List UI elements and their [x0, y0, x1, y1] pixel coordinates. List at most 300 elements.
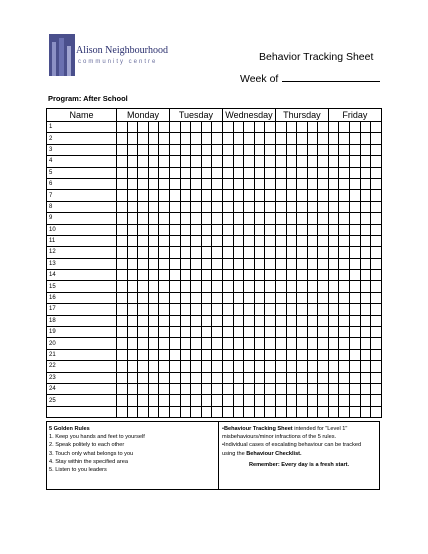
tracking-cell[interactable]	[191, 270, 202, 281]
tracking-cell[interactable]	[254, 133, 265, 144]
tracking-cell[interactable]	[275, 156, 286, 167]
tracking-cell[interactable]	[233, 201, 244, 212]
tracking-cell[interactable]	[350, 258, 361, 269]
tracking-cell[interactable]	[254, 304, 265, 315]
tracking-cell[interactable]	[339, 349, 350, 360]
tracking-cell[interactable]	[328, 361, 339, 372]
tracking-cell[interactable]	[148, 156, 159, 167]
tracking-cell[interactable]	[117, 213, 128, 224]
tracking-cell[interactable]	[191, 144, 202, 155]
tracking-cell[interactable]	[127, 247, 138, 258]
tracking-cell[interactable]	[318, 372, 329, 383]
tracking-cell[interactable]	[371, 133, 382, 144]
tracking-cell[interactable]	[360, 327, 371, 338]
tracking-cell[interactable]	[275, 224, 286, 235]
tracking-cell[interactable]	[286, 133, 297, 144]
tracking-cell[interactable]	[127, 156, 138, 167]
tracking-cell[interactable]	[212, 190, 223, 201]
tracking-cell[interactable]	[328, 292, 339, 303]
tracking-cell[interactable]	[244, 122, 255, 133]
tracking-cell[interactable]	[318, 178, 329, 189]
tracking-cell[interactable]	[233, 361, 244, 372]
tracking-cell[interactable]	[318, 270, 329, 281]
tracking-cell[interactable]	[297, 133, 308, 144]
tracking-cell[interactable]	[148, 361, 159, 372]
tracking-cell[interactable]	[201, 292, 212, 303]
tracking-cell[interactable]	[371, 178, 382, 189]
tracking-cell[interactable]	[275, 122, 286, 133]
tracking-cell[interactable]	[265, 338, 276, 349]
tracking-cell[interactable]	[212, 338, 223, 349]
tracking-cell[interactable]	[117, 247, 128, 258]
tracking-cell[interactable]	[328, 133, 339, 144]
tracking-cell[interactable]	[169, 395, 180, 406]
tracking-cell[interactable]	[180, 338, 191, 349]
tracking-cell[interactable]	[350, 270, 361, 281]
tracking-cell[interactable]	[201, 122, 212, 133]
tracking-cell[interactable]	[275, 315, 286, 326]
tracking-cell[interactable]	[127, 270, 138, 281]
tracking-cell[interactable]	[265, 213, 276, 224]
tracking-cell[interactable]	[127, 338, 138, 349]
tracking-cell[interactable]	[159, 304, 170, 315]
tracking-cell[interactable]	[360, 315, 371, 326]
tracking-cell[interactable]	[339, 122, 350, 133]
tracking-cell[interactable]	[159, 315, 170, 326]
tracking-cell[interactable]	[297, 406, 308, 417]
row-number[interactable]: 17	[47, 304, 117, 315]
tracking-cell[interactable]	[286, 167, 297, 178]
tracking-cell[interactable]	[307, 213, 318, 224]
tracking-cell[interactable]	[286, 258, 297, 269]
tracking-cell[interactable]	[212, 270, 223, 281]
tracking-cell[interactable]	[318, 201, 329, 212]
tracking-cell[interactable]	[244, 190, 255, 201]
tracking-cell[interactable]	[169, 122, 180, 133]
tracking-cell[interactable]	[180, 224, 191, 235]
tracking-cell[interactable]	[286, 270, 297, 281]
tracking-cell[interactable]	[307, 315, 318, 326]
tracking-cell[interactable]	[371, 167, 382, 178]
tracking-cell[interactable]	[127, 167, 138, 178]
tracking-cell[interactable]	[222, 349, 233, 360]
tracking-cell[interactable]	[169, 178, 180, 189]
tracking-cell[interactable]	[265, 281, 276, 292]
tracking-cell[interactable]	[318, 144, 329, 155]
tracking-cell[interactable]	[254, 338, 265, 349]
tracking-cell[interactable]	[191, 247, 202, 258]
tracking-cell[interactable]	[339, 167, 350, 178]
tracking-cell[interactable]	[233, 144, 244, 155]
tracking-cell[interactable]	[180, 201, 191, 212]
tracking-cell[interactable]	[360, 406, 371, 417]
tracking-cell[interactable]	[138, 201, 149, 212]
tracking-cell[interactable]	[371, 122, 382, 133]
tracking-cell[interactable]	[138, 304, 149, 315]
tracking-cell[interactable]	[148, 315, 159, 326]
tracking-cell[interactable]	[233, 338, 244, 349]
tracking-cell[interactable]	[265, 122, 276, 133]
tracking-cell[interactable]	[254, 190, 265, 201]
tracking-cell[interactable]	[307, 144, 318, 155]
tracking-cell[interactable]	[244, 247, 255, 258]
tracking-cell[interactable]	[180, 122, 191, 133]
tracking-cell[interactable]	[222, 133, 233, 144]
tracking-cell[interactable]	[254, 144, 265, 155]
tracking-cell[interactable]	[117, 406, 128, 417]
row-number[interactable]: 16	[47, 292, 117, 303]
tracking-cell[interactable]	[191, 167, 202, 178]
tracking-cell[interactable]	[265, 327, 276, 338]
tracking-cell[interactable]	[275, 327, 286, 338]
tracking-cell[interactable]	[201, 304, 212, 315]
tracking-cell[interactable]	[265, 144, 276, 155]
tracking-cell[interactable]	[265, 258, 276, 269]
tracking-cell[interactable]	[307, 167, 318, 178]
tracking-cell[interactable]	[180, 406, 191, 417]
tracking-cell[interactable]	[117, 315, 128, 326]
tracking-cell[interactable]	[254, 395, 265, 406]
tracking-cell[interactable]	[117, 144, 128, 155]
tracking-cell[interactable]	[371, 235, 382, 246]
tracking-cell[interactable]	[286, 213, 297, 224]
tracking-cell[interactable]	[371, 247, 382, 258]
tracking-cell[interactable]	[117, 190, 128, 201]
tracking-cell[interactable]	[169, 361, 180, 372]
tracking-cell[interactable]	[286, 383, 297, 394]
tracking-cell[interactable]	[244, 224, 255, 235]
row-number[interactable]: 1	[47, 122, 117, 133]
tracking-cell[interactable]	[212, 258, 223, 269]
tracking-cell[interactable]	[275, 178, 286, 189]
row-number[interactable]: 13	[47, 258, 117, 269]
tracking-cell[interactable]	[148, 327, 159, 338]
tracking-cell[interactable]	[180, 327, 191, 338]
tracking-cell[interactable]	[297, 349, 308, 360]
tracking-cell[interactable]	[254, 201, 265, 212]
tracking-cell[interactable]	[297, 338, 308, 349]
tracking-cell[interactable]	[244, 338, 255, 349]
tracking-cell[interactable]	[222, 144, 233, 155]
tracking-cell[interactable]	[117, 304, 128, 315]
tracking-cell[interactable]	[148, 190, 159, 201]
tracking-cell[interactable]	[138, 247, 149, 258]
tracking-cell[interactable]	[191, 224, 202, 235]
row-number[interactable]: 24	[47, 383, 117, 394]
tracking-cell[interactable]	[233, 178, 244, 189]
tracking-cell[interactable]	[286, 224, 297, 235]
tracking-cell[interactable]	[169, 167, 180, 178]
tracking-cell[interactable]	[297, 201, 308, 212]
tracking-cell[interactable]	[318, 224, 329, 235]
tracking-cell[interactable]	[159, 338, 170, 349]
tracking-cell[interactable]	[328, 235, 339, 246]
tracking-cell[interactable]	[371, 224, 382, 235]
tracking-cell[interactable]	[307, 406, 318, 417]
tracking-cell[interactable]	[233, 304, 244, 315]
tracking-cell[interactable]	[222, 361, 233, 372]
tracking-cell[interactable]	[307, 156, 318, 167]
tracking-cell[interactable]	[275, 247, 286, 258]
tracking-cell[interactable]	[138, 338, 149, 349]
tracking-cell[interactable]	[371, 406, 382, 417]
tracking-cell[interactable]	[265, 190, 276, 201]
tracking-cell[interactable]	[360, 190, 371, 201]
tracking-cell[interactable]	[350, 178, 361, 189]
tracking-cell[interactable]	[201, 281, 212, 292]
tracking-cell[interactable]	[212, 349, 223, 360]
tracking-cell[interactable]	[180, 304, 191, 315]
tracking-cell[interactable]	[222, 372, 233, 383]
tracking-cell[interactable]	[244, 361, 255, 372]
tracking-cell[interactable]	[307, 327, 318, 338]
row-number[interactable]: 14	[47, 270, 117, 281]
tracking-cell[interactable]	[339, 406, 350, 417]
tracking-cell[interactable]	[138, 258, 149, 269]
tracking-cell[interactable]	[371, 281, 382, 292]
tracking-cell[interactable]	[180, 281, 191, 292]
tracking-cell[interactable]	[159, 190, 170, 201]
tracking-cell[interactable]	[307, 122, 318, 133]
tracking-cell[interactable]	[201, 156, 212, 167]
tracking-cell[interactable]	[212, 315, 223, 326]
tracking-cell[interactable]	[201, 235, 212, 246]
tracking-cell[interactable]	[127, 395, 138, 406]
tracking-cell[interactable]	[191, 372, 202, 383]
tracking-cell[interactable]	[307, 349, 318, 360]
tracking-cell[interactable]	[169, 213, 180, 224]
tracking-cell[interactable]	[191, 122, 202, 133]
tracking-cell[interactable]	[191, 213, 202, 224]
row-number[interactable]: 9	[47, 213, 117, 224]
tracking-cell[interactable]	[360, 372, 371, 383]
tracking-cell[interactable]	[254, 315, 265, 326]
tracking-cell[interactable]	[180, 247, 191, 258]
tracking-cell[interactable]	[360, 258, 371, 269]
tracking-cell[interactable]	[138, 383, 149, 394]
tracking-cell[interactable]	[201, 383, 212, 394]
tracking-cell[interactable]	[148, 372, 159, 383]
tracking-cell[interactable]	[286, 178, 297, 189]
tracking-cell[interactable]	[233, 315, 244, 326]
tracking-cell[interactable]	[371, 292, 382, 303]
tracking-cell[interactable]	[318, 258, 329, 269]
tracking-cell[interactable]	[138, 372, 149, 383]
tracking-cell[interactable]	[254, 372, 265, 383]
tracking-cell[interactable]	[233, 213, 244, 224]
tracking-cell[interactable]	[286, 247, 297, 258]
row-number[interactable]: 8	[47, 201, 117, 212]
tracking-cell[interactable]	[117, 167, 128, 178]
tracking-cell[interactable]	[265, 247, 276, 258]
tracking-cell[interactable]	[148, 383, 159, 394]
tracking-cell[interactable]	[254, 406, 265, 417]
tracking-cell[interactable]	[318, 292, 329, 303]
tracking-cell[interactable]	[297, 383, 308, 394]
tracking-cell[interactable]	[159, 383, 170, 394]
tracking-cell[interactable]	[339, 144, 350, 155]
tracking-cell[interactable]	[148, 258, 159, 269]
tracking-cell[interactable]	[148, 213, 159, 224]
tracking-cell[interactable]	[222, 213, 233, 224]
tracking-cell[interactable]	[169, 349, 180, 360]
tracking-cell[interactable]	[360, 281, 371, 292]
tracking-cell[interactable]	[371, 201, 382, 212]
tracking-cell[interactable]	[339, 224, 350, 235]
tracking-cell[interactable]	[138, 395, 149, 406]
tracking-cell[interactable]	[222, 258, 233, 269]
tracking-cell[interactable]	[254, 247, 265, 258]
tracking-cell[interactable]	[233, 224, 244, 235]
row-number[interactable]: 5	[47, 167, 117, 178]
tracking-cell[interactable]	[201, 372, 212, 383]
tracking-cell[interactable]	[339, 201, 350, 212]
tracking-cell[interactable]	[297, 247, 308, 258]
tracking-cell[interactable]	[191, 383, 202, 394]
tracking-cell[interactable]	[191, 133, 202, 144]
tracking-cell[interactable]	[371, 383, 382, 394]
row-number[interactable]: 25	[47, 395, 117, 406]
tracking-cell[interactable]	[159, 372, 170, 383]
tracking-cell[interactable]	[233, 270, 244, 281]
tracking-cell[interactable]	[244, 156, 255, 167]
tracking-cell[interactable]	[265, 304, 276, 315]
tracking-cell[interactable]	[169, 190, 180, 201]
tracking-cell[interactable]	[350, 281, 361, 292]
tracking-cell[interactable]	[265, 235, 276, 246]
tracking-cell[interactable]	[138, 133, 149, 144]
tracking-cell[interactable]	[254, 383, 265, 394]
tracking-cell[interactable]	[244, 349, 255, 360]
tracking-cell[interactable]	[371, 156, 382, 167]
tracking-cell[interactable]	[180, 213, 191, 224]
tracking-cell[interactable]	[328, 122, 339, 133]
tracking-cell[interactable]	[286, 235, 297, 246]
tracking-cell[interactable]	[339, 190, 350, 201]
tracking-cell[interactable]	[127, 144, 138, 155]
tracking-cell[interactable]	[180, 372, 191, 383]
tracking-cell[interactable]	[191, 190, 202, 201]
tracking-cell[interactable]	[244, 144, 255, 155]
tracking-cell[interactable]	[191, 361, 202, 372]
tracking-cell[interactable]	[222, 156, 233, 167]
tracking-cell[interactable]	[371, 361, 382, 372]
tracking-cell[interactable]	[201, 201, 212, 212]
tracking-cell[interactable]	[159, 167, 170, 178]
tracking-cell[interactable]	[275, 372, 286, 383]
tracking-cell[interactable]	[307, 383, 318, 394]
tracking-cell[interactable]	[328, 383, 339, 394]
tracking-cell[interactable]	[265, 361, 276, 372]
tracking-cell[interactable]	[275, 190, 286, 201]
tracking-cell[interactable]	[212, 304, 223, 315]
tracking-cell[interactable]	[350, 292, 361, 303]
tracking-cell[interactable]	[350, 167, 361, 178]
tracking-cell[interactable]	[191, 178, 202, 189]
tracking-cell[interactable]	[222, 281, 233, 292]
tracking-cell[interactable]	[201, 133, 212, 144]
tracking-cell[interactable]	[127, 349, 138, 360]
tracking-cell[interactable]	[265, 133, 276, 144]
row-number[interactable]: 3	[47, 144, 117, 155]
tracking-cell[interactable]	[212, 201, 223, 212]
tracking-cell[interactable]	[201, 224, 212, 235]
tracking-cell[interactable]	[307, 281, 318, 292]
tracking-cell[interactable]	[318, 235, 329, 246]
tracking-cell[interactable]	[138, 144, 149, 155]
tracking-cell[interactable]	[201, 258, 212, 269]
row-number[interactable]: 22	[47, 361, 117, 372]
tracking-cell[interactable]	[339, 270, 350, 281]
tracking-cell[interactable]	[339, 372, 350, 383]
tracking-cell[interactable]	[222, 406, 233, 417]
tracking-cell[interactable]	[117, 338, 128, 349]
tracking-cell[interactable]	[127, 372, 138, 383]
tracking-cell[interactable]	[169, 224, 180, 235]
tracking-cell[interactable]	[360, 144, 371, 155]
tracking-cell[interactable]	[275, 270, 286, 281]
tracking-cell[interactable]	[244, 395, 255, 406]
tracking-cell[interactable]	[339, 315, 350, 326]
tracking-cell[interactable]	[244, 406, 255, 417]
tracking-cell[interactable]	[233, 372, 244, 383]
tracking-cell[interactable]	[117, 156, 128, 167]
tracking-cell[interactable]	[297, 224, 308, 235]
row-number[interactable]: 23	[47, 372, 117, 383]
tracking-cell[interactable]	[201, 167, 212, 178]
tracking-cell[interactable]	[286, 292, 297, 303]
tracking-cell[interactable]	[297, 281, 308, 292]
tracking-cell[interactable]	[169, 304, 180, 315]
row-number[interactable]: 10	[47, 224, 117, 235]
tracking-cell[interactable]	[212, 144, 223, 155]
tracking-cell[interactable]	[169, 270, 180, 281]
tracking-cell[interactable]	[360, 361, 371, 372]
tracking-cell[interactable]	[275, 395, 286, 406]
row-number[interactable]: 19	[47, 327, 117, 338]
tracking-cell[interactable]	[297, 270, 308, 281]
tracking-cell[interactable]	[212, 224, 223, 235]
tracking-cell[interactable]	[360, 167, 371, 178]
tracking-cell[interactable]	[350, 224, 361, 235]
tracking-cell[interactable]	[307, 235, 318, 246]
tracking-cell[interactable]	[222, 201, 233, 212]
tracking-cell[interactable]	[265, 372, 276, 383]
tracking-cell[interactable]	[254, 178, 265, 189]
tracking-cell[interactable]	[339, 304, 350, 315]
tracking-cell[interactable]	[244, 235, 255, 246]
tracking-cell[interactable]	[350, 361, 361, 372]
tracking-cell[interactable]	[318, 247, 329, 258]
tracking-cell[interactable]	[275, 201, 286, 212]
row-number[interactable]: 18	[47, 315, 117, 326]
tracking-cell[interactable]	[233, 122, 244, 133]
tracking-cell[interactable]	[233, 292, 244, 303]
tracking-cell[interactable]	[265, 395, 276, 406]
tracking-cell[interactable]	[159, 258, 170, 269]
tracking-cell[interactable]	[212, 292, 223, 303]
row-number[interactable]: 21	[47, 349, 117, 360]
tracking-cell[interactable]	[286, 144, 297, 155]
tracking-cell[interactable]	[318, 406, 329, 417]
tracking-cell[interactable]	[117, 270, 128, 281]
tracking-cell[interactable]	[212, 383, 223, 394]
tracking-cell[interactable]	[138, 190, 149, 201]
tracking-cell[interactable]	[339, 235, 350, 246]
tracking-cell[interactable]	[318, 190, 329, 201]
tracking-cell[interactable]	[275, 213, 286, 224]
tracking-cell[interactable]	[371, 327, 382, 338]
